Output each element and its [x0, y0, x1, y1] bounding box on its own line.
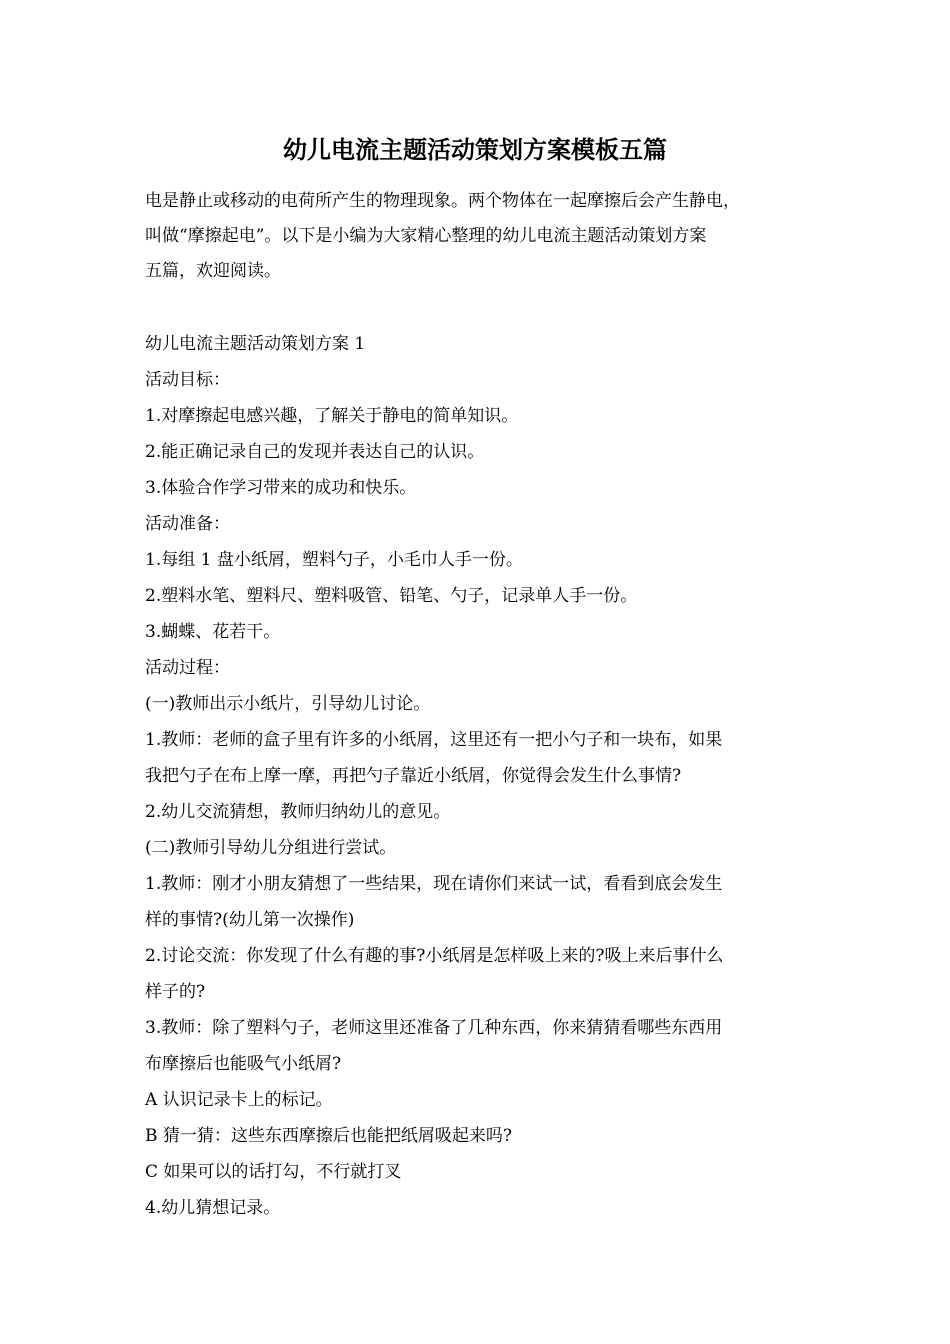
list-item: 2.能正确记录自己的发现并表达自己的认识。: [145, 442, 485, 462]
paragraph-line: 布摩擦后也能吸气小纸屑?: [145, 1054, 342, 1074]
list-item: C 如果可以的话打勾，不行就打叉: [145, 1162, 402, 1182]
list-item: 3.体验合作学习带来的成功和快乐。: [145, 478, 417, 498]
list-item: 1.对摩擦起电感兴趣，了解关于静电的简单知识。: [145, 406, 519, 426]
step-heading: (一)教师出示小纸片，引导幼儿讨论。: [145, 694, 431, 714]
paragraph-line: 1.教师：老师的盒子里有许多的小纸屑，这里还有一把小勺子和一块布，如果: [145, 730, 723, 750]
paragraph-line: 样的事情?(幼儿第一次操作): [145, 910, 355, 930]
list-item: 1.每组 1 盘小纸屑，塑料勺子，小毛巾人手一份。: [145, 550, 523, 570]
subheading-goals: 活动目标：: [145, 370, 230, 390]
paragraph-line: 样子的?: [145, 982, 206, 1002]
paragraph-line: 我把勺子在布上摩一摩，再把勺子靠近小纸屑，你觉得会发生什么事情?: [145, 766, 682, 786]
paragraph-line: 3.教师：除了塑料勺子，老师这里还准备了几种东西，你来猜猜看哪些东西用: [145, 1018, 723, 1038]
intro-paragraph: [145, 184, 815, 289]
paragraph-line: 2.讨论交流：你发现了什么有趣的事?小纸屑是怎样吸上来的?吸上来后事什么: [145, 946, 724, 966]
intro-line: 五篇，欢迎阅读。: [145, 261, 281, 281]
list-item: 3.蝴蝶、花若干。: [145, 622, 281, 642]
section-heading: 幼儿电流主题活动策划方案 1: [145, 334, 366, 354]
document-title: 幼儿电流主题活动策划方案模板五篇: [283, 135, 667, 164]
subheading-process: 活动过程：: [145, 658, 230, 678]
intro-line: 叫做“摩擦起电”。以下是小编为大家精心整理的幼儿电流主题活动策划方案: [145, 226, 707, 246]
paragraph-line: 2.幼儿交流猜想，教师归纳幼儿的意见。: [145, 802, 451, 822]
subheading-preparation: 活动准备：: [145, 514, 230, 534]
list-item: B 猜一猜：这些东西摩擦后也能把纸屑吸起来吗?: [145, 1126, 513, 1146]
intro-line: 电是静止或移动的电荷所产生的物理现象。两个物体在一起摩擦后会产生静电，: [145, 191, 740, 211]
list-item: 2.塑料水笔、塑料尺、塑料吸管、铅笔、勺子，记录单人手一份。: [145, 586, 638, 606]
document-body: [145, 326, 815, 1226]
paragraph-line: 1.教师：刚才小朋友猜想了一些结果，现在请你们来试一试，看看到底会发生: [145, 874, 723, 894]
list-item: 4.幼儿猜想记录。: [145, 1198, 281, 1218]
step-heading: (二)教师引导幼儿分组进行尝试。: [145, 838, 397, 858]
list-item: A 认识记录卡上的标记。: [145, 1090, 333, 1110]
